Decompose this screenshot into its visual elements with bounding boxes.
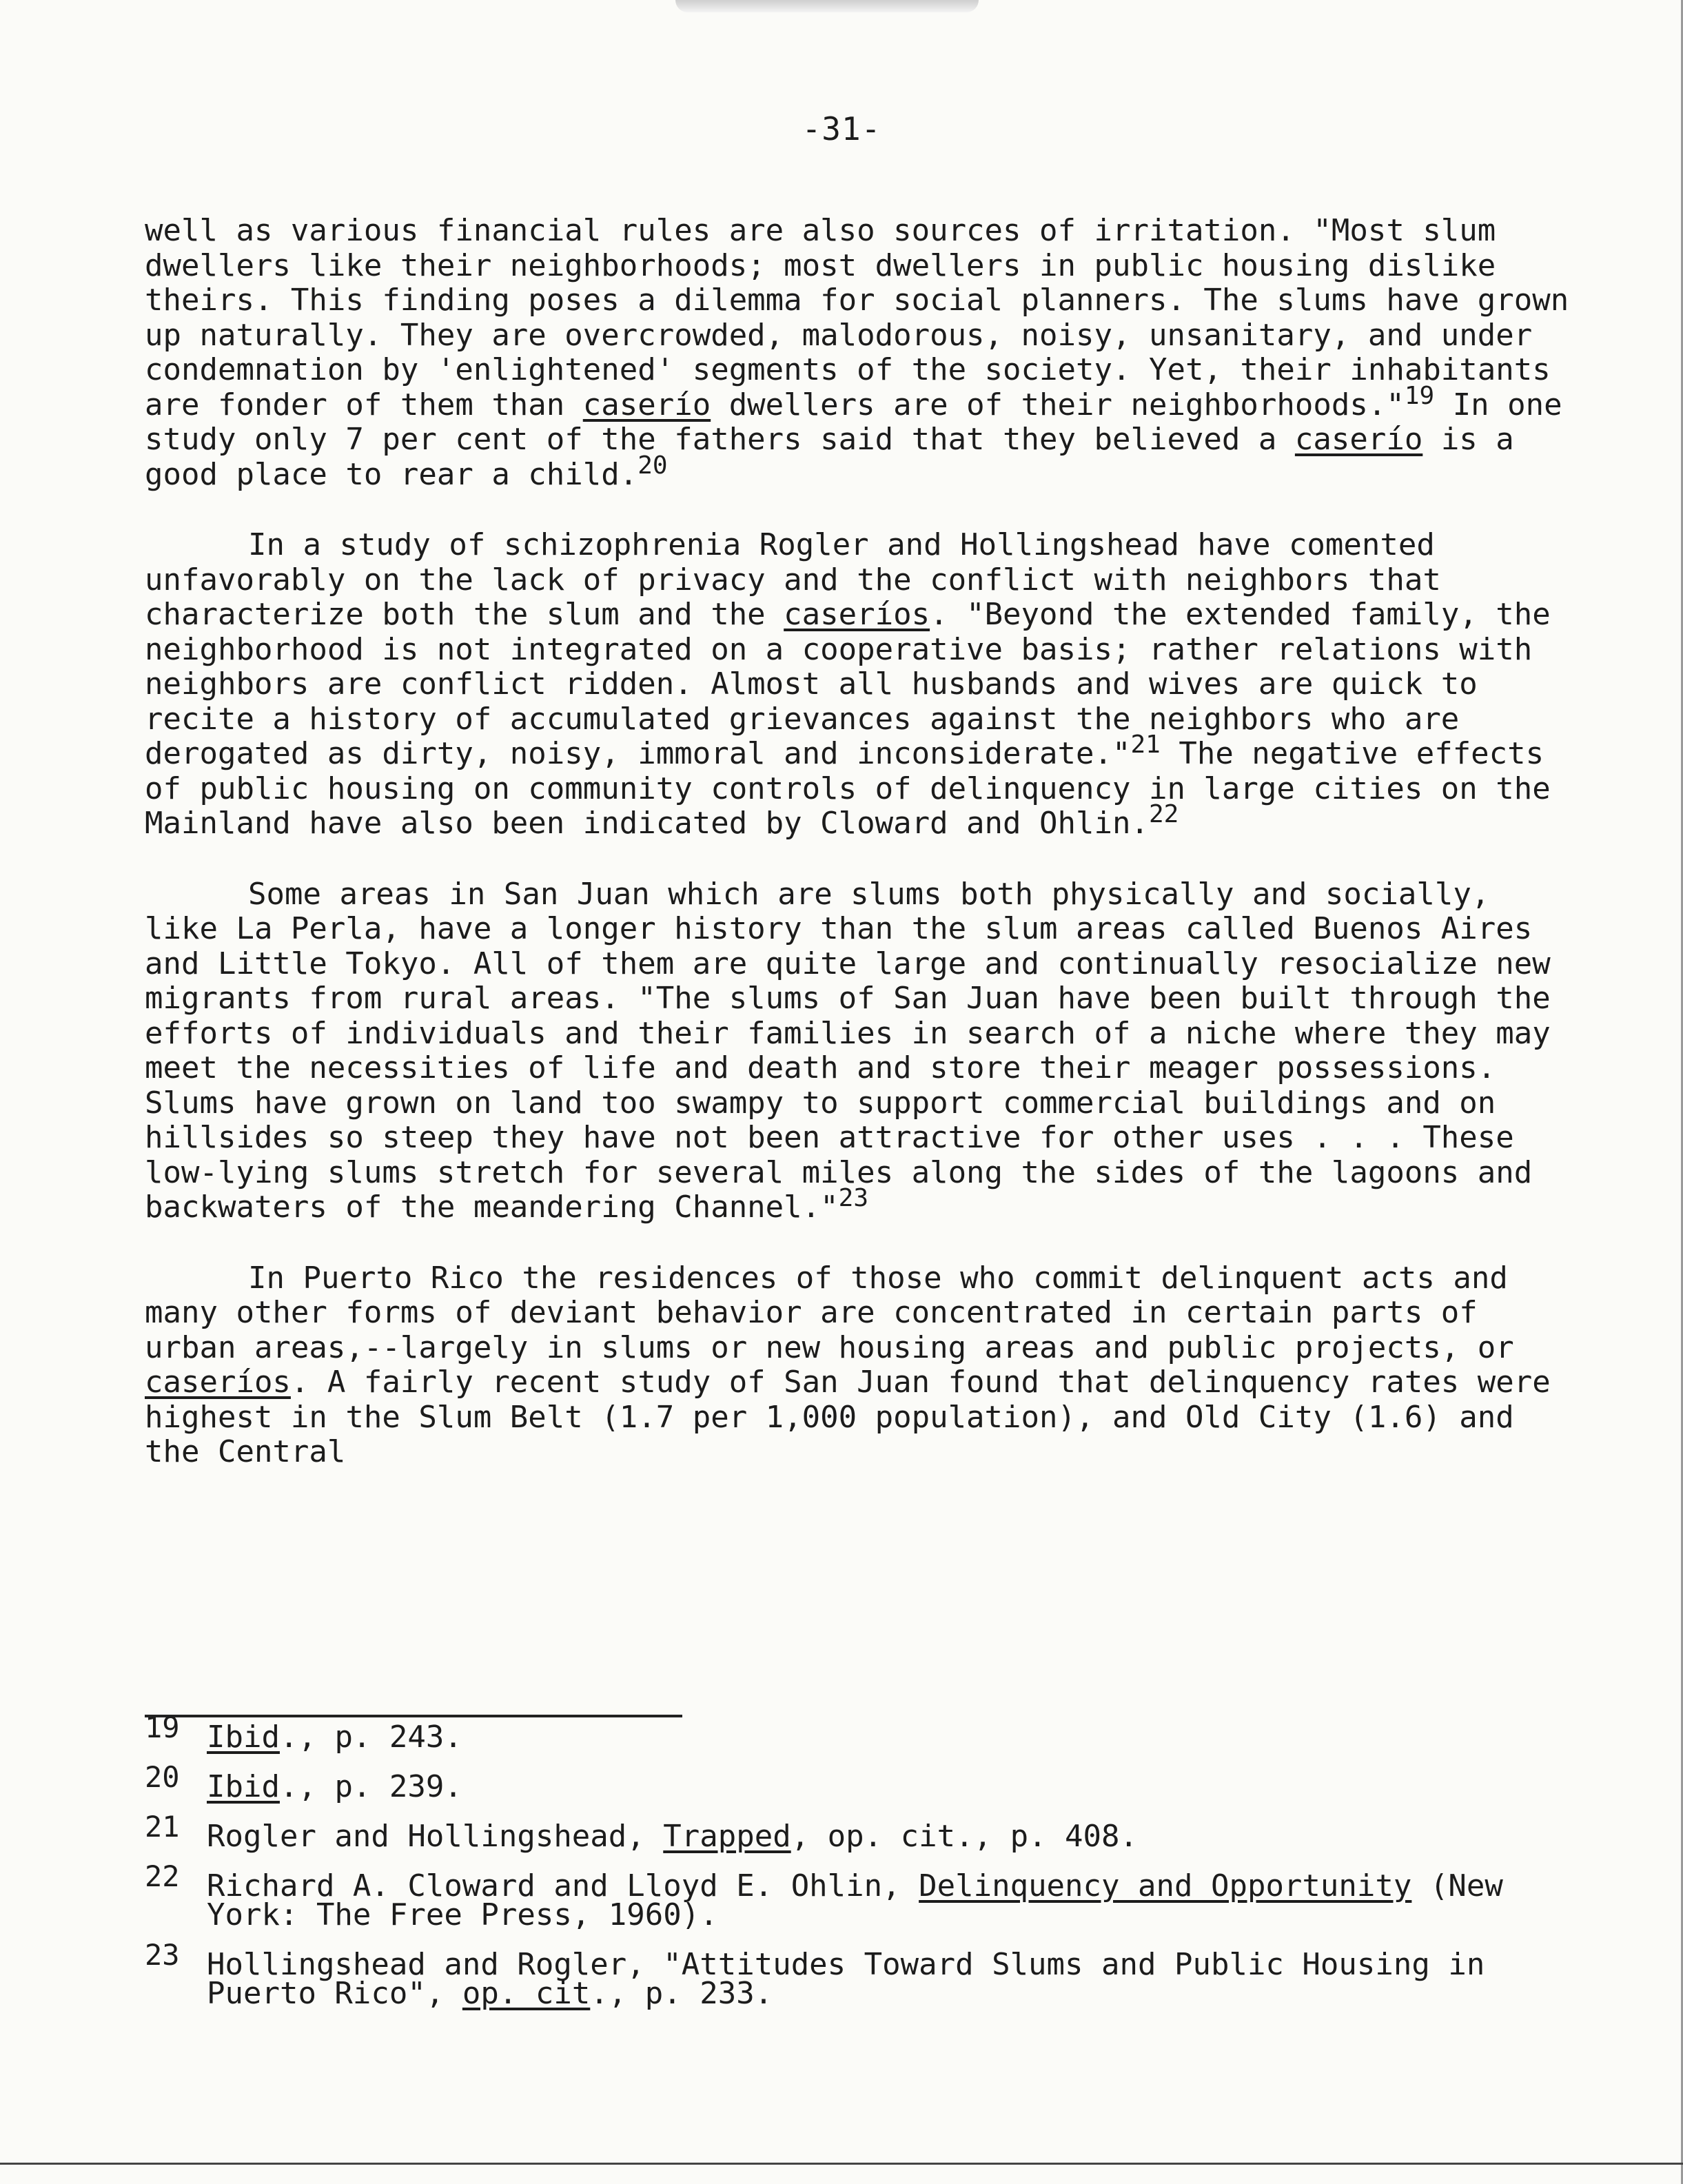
underlined-term: caserío [1294, 422, 1423, 457]
paragraph [145, 528, 1578, 841]
text-run: well as various financial rules are also sources of irritation. "Most slum dwellers like their neighborhoods; most dwellers in public housing dislike theirs. This finding poses a dilemma for social planners. The slums have grown up naturally. They are overcrowded, malodorous, noisy, unsanitary, and under condemnation by 'enlightened' segments of the society. Yet, their inhabitants are fonder of them than [145, 213, 1569, 422]
footnotes [145, 1711, 1578, 2029]
text-run: Richard A. Cloward and Lloyd E. Ohlin, [207, 1868, 919, 1904]
footnote-divider [145, 1715, 682, 1717]
footnote-number: 21 [145, 1810, 180, 1844]
text-run: is a good place to rear a child. [145, 422, 1514, 492]
scan-artifact [675, 0, 979, 12]
footnote-number: 19 [145, 1711, 180, 1744]
footnote-reference: 21 [1130, 731, 1161, 759]
paragraph [145, 214, 1578, 492]
paragraph [145, 1261, 1578, 1470]
footnote-reference: 23 [838, 1184, 868, 1212]
footnote-text [207, 1868, 1503, 1932]
footnote [145, 1938, 1578, 2011]
footnote-number: 22 [145, 1859, 180, 1893]
footnote-text [207, 1947, 1485, 2011]
body-text [145, 214, 1578, 1506]
footnote-text [207, 1719, 462, 1755]
footnote [145, 1711, 1578, 1755]
text-run: Some areas in San Juan which are slums both physically and socially, like La Perla, have a longer history than the slum areas called Buenos Aires and Little Tokyo. All of them are quite large and continually resocialize new migrants from rural areas. "The slums of San Juan have been built through the efforts of individuals and their families in search of a niche where they may meet the necessities of life and death and store their meager possessions. Slums have grown on land too swampy to support commercial buildings and on hillsides so steep they have not been attractive for other uses . . . These low-lying slums stretch for several miles along the sides of the lagoons and backwaters of the meandering Channel." [145, 876, 1551, 1225]
footnote [145, 1859, 1578, 1932]
footnote-text [207, 1819, 1138, 1854]
text-run: ., p. 243. [279, 1719, 462, 1755]
footnote-reference: 20 [638, 451, 668, 480]
text-run: ., p. 233. [590, 1976, 773, 2011]
underlined-term: Trapped [663, 1819, 791, 1854]
text-run: The negative effects of public housing on community controls of delinquency in large cities on the Mainland have also been indicated by Cloward and Ohlin. [145, 736, 1551, 841]
footnote-number: 23 [145, 1938, 180, 1972]
footnote [145, 1810, 1578, 1854]
text-run: Rogler and Hollingshead, [207, 1819, 664, 1854]
text-run: . A fairly recent study of San Juan found that delinquency rates were highest in the Slum Belt (1.7 per 1,000 population), and Old City (1.6) and the Central [145, 1365, 1551, 1469]
text-run: dwellers are of their neighborhoods." [711, 387, 1405, 422]
underlined-term: Ibid [207, 1719, 280, 1755]
text-run: In Puerto Rico the residences of those who commit delinquent acts and many other forms of deviant behavior are concentrated in certain parts of urban areas,--largely in slums or new housing areas and public projects, or [145, 1260, 1514, 1365]
underlined-term: caserío [582, 387, 711, 422]
underlined-term: op. cit [462, 1976, 591, 2011]
footnote-text [207, 1769, 462, 1804]
underlined-term: Ibid [207, 1769, 280, 1804]
paragraph [145, 877, 1578, 1225]
page-bottom-edge [0, 2163, 1683, 2165]
footnote-number: 20 [145, 1760, 180, 1794]
underlined-term: caseríos [145, 1365, 291, 1400]
footnote-reference: 22 [1148, 800, 1179, 828]
underlined-term: caseríos [784, 597, 930, 632]
page-number: -31- [802, 110, 881, 147]
text-run: ., p. 239. [279, 1769, 462, 1804]
text-run: In a study of schizophrenia Rogler and Hollingshead have comented unfavorably on the lack of privacy and the conflict with neighbors that characterize both the slum and the [145, 527, 1441, 632]
footnote [145, 1760, 1578, 1804]
text-run: . "Beyond the extended family, the neighborhood is not integrated on a cooperative basis; rather relations with neighbors are conflict ridden. Almost all husbands and wives are quick to recite a history of accumulated grievances against the neighbors who are derogated as dirty, noisy, immoral and inconsiderate." [145, 597, 1551, 771]
text-run: Hollingshead and Rogler, "Attitudes Toward Slums and Public Housing in Puerto Rico", [207, 1947, 1485, 2011]
text-run: (New York: The Free Press, 1960). [207, 1868, 1503, 1932]
text-run: , op. cit., p. 408. [790, 1819, 1139, 1854]
underlined-term: Delinquency and Opportunity [919, 1868, 1412, 1904]
footnote-reference: 19 [1404, 381, 1435, 410]
text-run: In one study only 7 per cent of the fathers said that they believed a [145, 387, 1562, 457]
